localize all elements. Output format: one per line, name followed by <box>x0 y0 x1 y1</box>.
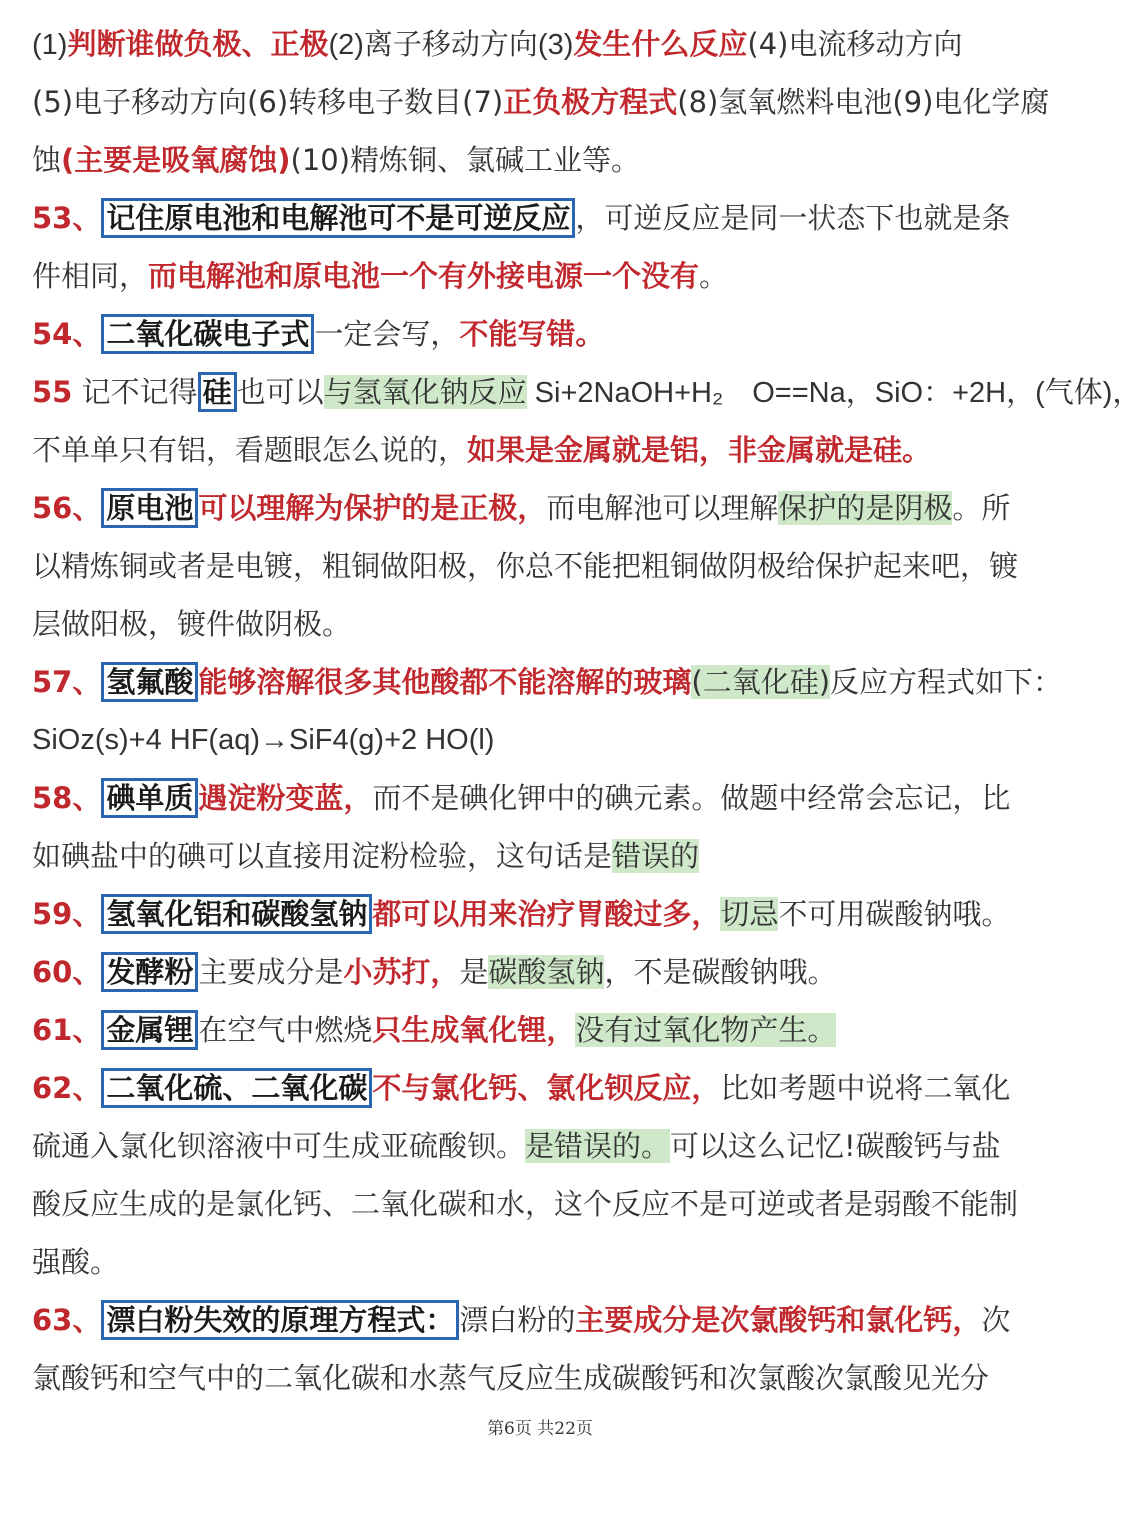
item-number: 63、 <box>32 1303 102 1337</box>
emphasis-text: 都可以用来治疗胃酸过多， <box>372 897 721 931</box>
item-58-cont: 如碘盐中的碘可以直接用淀粉检验，这句话是错误的 <box>32 839 700 873</box>
emphasis-text: 判断谁做负极、正极 <box>67 27 329 61</box>
item-number: 53、 <box>32 201 102 235</box>
highlighted-text: 碳酸氢钠 <box>488 955 605 989</box>
highlighted-text: 没有过氧化物产生。 <box>575 1013 837 1047</box>
item-63: 63、 漂白粉失效的原理方程式： 漂白粉的主要成分是次氯酸钙和氯化钙，次 <box>32 1296 1046 1344</box>
item-54: 54、 二氧化碳电子式 一定会写，不能写错。 <box>32 310 1046 358</box>
emphasis-text: 而电解池和原电池一个有外接电源一个没有 <box>148 259 700 293</box>
item-number: 56、 <box>32 491 102 525</box>
emphasis-text: 正负极方程式 <box>503 85 678 119</box>
item-61: 61、 金属锂 在空气中燃烧只生成氧化锂，没有过氧化物产生。 <box>32 1006 1046 1054</box>
emphasis-text: 发生什么反应 <box>573 27 748 61</box>
item-number: 59、 <box>32 897 102 931</box>
emphasis-text: 只生成氧化锂， <box>372 1013 576 1047</box>
boxed-keyword: 氢氧化铝和碳酸氢钠 <box>101 894 372 934</box>
boxed-keyword: 氢氟酸 <box>101 662 198 702</box>
boxed-keyword: 碘单质 <box>101 778 198 818</box>
emphasis-text: 遇淀粉变蓝， <box>198 781 373 815</box>
highlighted-text: 是错误的。 <box>525 1129 671 1163</box>
item-59: 59、 氢氧化铝和碳酸氢钠 都可以用来治疗胃酸过多，切忌不可用碳酸钠哦。 <box>32 890 1046 938</box>
emphasis-text: 小苏打， <box>343 955 460 989</box>
item-number: 55 <box>32 375 73 409</box>
line-1: (1)判断谁做负极、正极(2)离子移动方向(3)发生什么反应(4)电流移动方向 <box>32 27 963 61</box>
item-number: 60、 <box>32 955 102 989</box>
item-56-cont: 以精炼铜或者是电镀，粗铜做阳极，你总不能把粗铜做阴极给保护起来吧，镀 <box>32 549 1019 583</box>
item-62-cont: 强酸。 <box>32 1245 120 1279</box>
item-62-cont: 酸反应生成的是氯化钙、二氧化碳和水，这个反应不是可逆或者是弱酸不能制 <box>32 1187 1019 1221</box>
item-number: 54、 <box>32 317 102 351</box>
highlighted-text: 切忌 <box>720 897 779 931</box>
page-footer: 第6页 共22页 <box>487 1419 593 1439</box>
emphasis-text: 不与氯化钙、氯化钡反应， <box>372 1071 721 1105</box>
boxed-keyword: 硅 <box>198 372 237 412</box>
item-58: 58、 碘单质 遇淀粉变蓝，而不是碘化钾中的碘元素。做题中经常会忘记，比 <box>32 774 1046 822</box>
item-53: 53、 记住原电池和电解池可不是可逆反应 ，可逆反应是同一状态下也就是条 <box>32 194 1046 242</box>
item-number: 61、 <box>32 1013 102 1047</box>
item-55: 55 记不记得 硅 也可以与氢氧化钠反应 Si+2NaOH+H₂ O==Na，SiO：+2H，(气体)， <box>32 368 1046 416</box>
boxed-keyword: 原电池 <box>101 488 198 528</box>
item-62: 62、 二氧化硫、二氧化碳 不与氯化钙、氯化钡反应，比如考题中说将二氧化 <box>32 1064 1046 1112</box>
emphasis-text: 主要成分是次氯酸钙和氯化钙， <box>575 1303 982 1337</box>
line-3: 蚀(主要是吸氧腐蚀)(10)精炼铜、氯碱工业等。 <box>32 143 641 177</box>
boxed-keyword: 发酵粉 <box>101 952 198 992</box>
highlighted-text: 保护的是阴极 <box>778 491 953 525</box>
item-53-cont: 件相同，而电解池和原电池一个有外接电源一个没有。 <box>32 259 729 293</box>
emphasis-text: 如果是金属就是铝，非金属就是硅。 <box>467 433 932 467</box>
item-number: 57、 <box>32 665 102 699</box>
highlighted-text: 错误的 <box>612 839 700 873</box>
emphasis-text: 能够溶解很多其他酸都不能溶解的玻璃 <box>198 665 692 699</box>
item-number: 62、 <box>32 1071 102 1105</box>
boxed-keyword: 二氧化碳电子式 <box>101 314 314 354</box>
item-55-cont: 不单单只有铝，看题眼怎么说的，如果是金属就是铝，非金属就是硅。 <box>32 433 932 467</box>
boxed-keyword: 二氧化硫、二氧化碳 <box>101 1068 372 1108</box>
line-2: (5)电子移动方向(6)转移电子数目(7)正负极方程式(8)氢氧燃料电池(9)电化学腐 <box>32 85 1050 119</box>
boxed-keyword: 记住原电池和电解池可不是可逆反应 <box>101 198 575 238</box>
boxed-keyword: 金属锂 <box>101 1010 198 1050</box>
item-56: 56、 原电池 可以理解为保护的是正极，而电解池可以理解保护的是阴极。所 <box>32 484 1046 532</box>
item-57: 57、 氢氟酸 能够溶解很多其他酸都不能溶解的玻璃(二氧化硅)反应方程式如下： <box>32 658 1046 706</box>
item-63-cont: 氯酸钙和空气中的二氧化碳和水蒸气反应生成碳酸钙和次氯酸次氯酸见光分 <box>32 1361 990 1395</box>
emphasis-text: 不能写错。 <box>459 317 605 351</box>
item-60: 60、 发酵粉 主要成分是小苏打，是碳酸氢钠，不是碳酸钠哦。 <box>32 948 1046 996</box>
emphasis-text: 可以理解为保护的是正极， <box>198 491 547 525</box>
emphasis-text: (主要是吸氧腐蚀) <box>61 143 291 177</box>
item-62-cont: 硫通入氯化钡溶液中可生成亚硫酸钡。是错误的。可以这么记忆!碳酸钙与盐 <box>32 1129 1001 1163</box>
highlighted-text: 与氢氧化钠反应 <box>323 375 527 409</box>
item-number: 58、 <box>32 781 102 815</box>
highlighted-text: (二氧化硅) <box>691 665 831 699</box>
boxed-keyword: 漂白粉失效的原理方程式： <box>101 1300 459 1340</box>
item-56-cont: 层做阳极，镀件做阴极。 <box>32 607 352 641</box>
chemical-equation: SiOz(s)+4 HF(aq)→SiF4(g)+2 HO(l) <box>32 724 495 756</box>
